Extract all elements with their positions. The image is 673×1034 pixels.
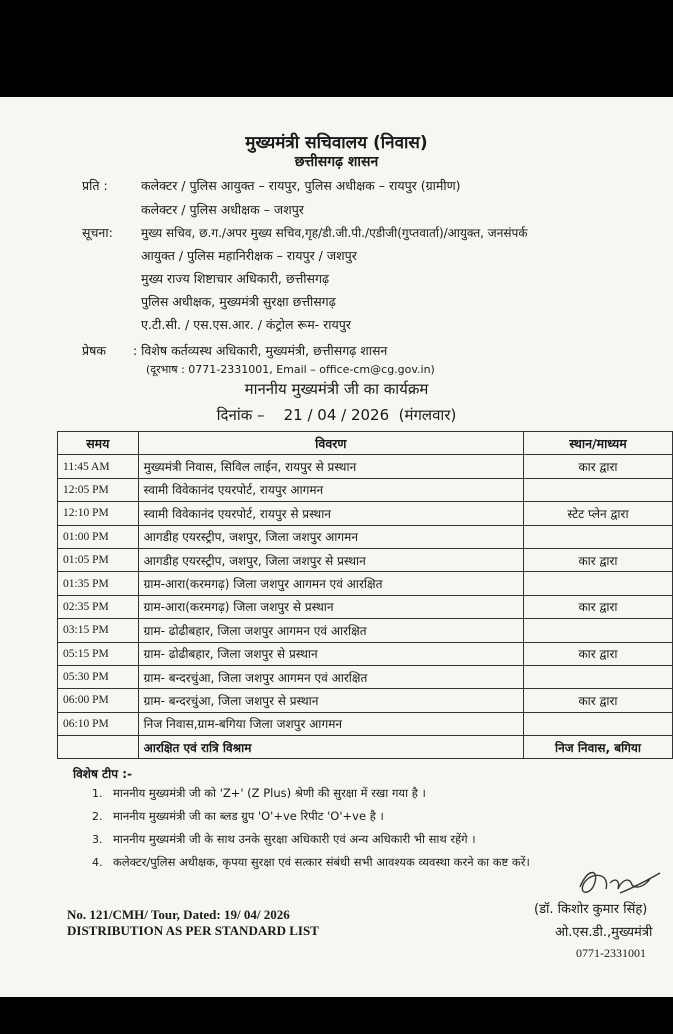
page-title: मुख्यमंत्री सचिवालय (निवास): [245, 133, 428, 153]
row-time: 06:00 PM: [58, 689, 139, 712]
tips-title: विशेष टीप :-: [73, 767, 132, 781]
table-row: [58, 478, 673, 501]
row-detail: ग्राम- ढोढीबहार, जिला जशपुर आगमन एवं आरक्षित: [138, 619, 523, 642]
tip-item-2: माननीय मुख्यमंत्री जी का ब्लड ग्रुप 'O'+ve रिपीट 'O'+ve है ।: [113, 809, 384, 823]
row-mode: [523, 478, 672, 501]
row-mode: [523, 572, 672, 595]
suchna-line-1: मुख्य सचिव, छ.ग./अपर मुख्य सचिव,गृह/डी.जी.पी./एडीजी(गुप्तवार्ता)/आयुक्त, जनसंपर्क: [141, 226, 528, 240]
row-time: 01:35 PM: [58, 572, 139, 595]
reference-number: No. 121/CMH/ Tour, Dated: 19/ 04/ 2026: [67, 907, 290, 922]
tip-number: 4.: [92, 856, 103, 869]
row-mode: कार द्वारा: [523, 689, 672, 712]
row-detail: आरक्षित एवं रात्रि विश्राम: [138, 736, 523, 759]
prati-line-2: कलेक्टर / पुलिस अधीक्षक – जशपुर: [141, 202, 304, 217]
document-page: [0, 97, 673, 997]
table-header-row: [58, 432, 673, 455]
table-row-final: [58, 736, 673, 759]
prati-line-1: कलेक्टर / पुलिस आयुक्त – रायपुर, पुलिस अधीक्षक – रायपुर (ग्रामीण): [141, 178, 461, 193]
row-detail: ग्राम-आरा(करमगढ़) जिला जशपुर से प्रस्थान: [138, 595, 523, 618]
row-detail: ग्राम- बन्दरचुंआ, जिला जशपुर आगमन एवं आरक्षित: [138, 665, 523, 688]
row-mode: [523, 712, 672, 735]
table-row: [58, 712, 673, 735]
header-detail: विवरण: [138, 432, 523, 455]
row-detail: स्वामी विवेकानंद एयरपोर्ट, रायपुर से प्रस्थान: [138, 502, 523, 525]
row-time: 01:05 PM: [58, 548, 139, 571]
row-mode: कार द्वारा: [523, 642, 672, 665]
row-time: [58, 736, 139, 759]
tip-number: 3.: [92, 833, 103, 846]
row-time: 05:15 PM: [58, 642, 139, 665]
schedule-table: [57, 431, 673, 759]
row-time: 05:30 PM: [58, 665, 139, 688]
suchna-label: सूचना:: [82, 225, 113, 240]
row-time: 01:00 PM: [58, 525, 139, 548]
tip-number: 2.: [92, 810, 103, 823]
row-mode: कार द्वारा: [523, 455, 672, 478]
row-time: 03:15 PM: [58, 619, 139, 642]
row-time: 06:10 PM: [58, 712, 139, 735]
tip-number: 1.: [92, 787, 103, 800]
row-mode: कार द्वारा: [523, 595, 672, 618]
table-row: [58, 595, 673, 618]
table-row: [58, 525, 673, 548]
table-row: [58, 502, 673, 525]
row-mode: [523, 619, 672, 642]
preshak-label: प्रेषक: [82, 343, 106, 358]
tip-item-4: कलेक्टर/पुलिस अधीक्षक, कृपया सुरक्षा एवं सत्कार संबंधी सभी आवश्यक व्यवस्था करने का कष्ट करें।: [113, 855, 530, 869]
row-detail: ग्राम- बन्दरचुंआ, जिला जशपुर से प्रस्थान: [138, 689, 523, 712]
row-mode: निज निवास, बगिया: [523, 736, 672, 759]
row-mode: [523, 665, 672, 688]
row-time: 11:45 AM: [58, 455, 139, 478]
row-detail: ग्राम-आरा(करमगढ़) जिला जशपुर आगमन एवं आरक्षित: [138, 572, 523, 595]
row-mode: कार द्वारा: [523, 548, 672, 571]
tip-item-1: माननीय मुख्यमंत्री जी को 'Z+' (Z Plus) श्रेणी की सुरक्षा में रखा गया है ।: [113, 786, 426, 800]
table-row: [58, 619, 673, 642]
table-row: [58, 548, 673, 571]
signatory-name: (डॉ. किशोर कुमार सिंह): [534, 902, 648, 917]
suchna-line-3: मुख्य राज्य शिष्टाचार अधिकारी, छत्तीसगढ़: [141, 271, 330, 286]
signatory-designation: ओ.एस.डी.,मुख्यमंत्री: [555, 925, 653, 940]
suchna-line-4: पुलिस अधीक्षक, मुख्यमंत्री सुरक्षा छत्तीसगढ़: [141, 294, 336, 309]
row-detail: आगडीह एयरस्ट्रीप, जशपुर, जिला जशपुर से प्रस्थान: [138, 548, 523, 571]
program-title: माननीय मुख्यमंत्री जी का कार्यक्रम: [244, 380, 429, 398]
row-time: 02:35 PM: [58, 595, 139, 618]
table-row: [58, 455, 673, 478]
row-detail: ग्राम- ढोढीबहार, जिला जशपुर से प्रस्थान: [138, 642, 523, 665]
row-time: 12:05 PM: [58, 478, 139, 501]
row-detail: मुख्यमंत्री निवास, सिविल लाईन, रायपुर से प्रस्थान: [138, 455, 523, 478]
row-detail: स्वामी विवेकानंद एयरपोर्ट, रायपुर आगमन: [138, 478, 523, 501]
table-row: [58, 572, 673, 595]
header-time: समय: [58, 432, 139, 455]
suchna-line-2: आयुक्त / पुलिस महानिरीक्षक – रायपुर / जशपुर: [141, 248, 357, 263]
row-mode: स्टेट प्लेन द्वारा: [523, 502, 672, 525]
table-row: [58, 689, 673, 712]
distribution-note: DISTRIBUTION AS PER STANDARD LIST: [67, 923, 319, 938]
suchna-line-5: ए.टी.सी. / एस.एस.आर. / कंट्रोल रूम- रायपुर: [141, 317, 351, 332]
tip-item-3: माननीय मुख्यमंत्री जी के साथ उनके सुरक्षा अधिकारी एवं अन्य अधिकारी भी साथ रहेंगे ।: [113, 832, 476, 846]
program-date: दिनांक – 21 / 04 / 2026 (मंगलवार): [216, 406, 457, 424]
header-place: स्थान/माध्यम: [523, 432, 672, 455]
table-row: [58, 642, 673, 665]
row-mode: [523, 525, 672, 548]
row-detail: आगडीह एयरस्ट्रीप, जशपुर, जिला जशपुर आगमन: [138, 525, 523, 548]
row-detail: निज निवास,ग्राम-बगिया जिला जशपुर आगमन: [138, 712, 523, 735]
page-subtitle: छत्तीसगढ़ शासन: [294, 154, 379, 170]
signatory-phone: 0771-2331001: [576, 946, 646, 960]
table-row: [58, 665, 673, 688]
row-time: 12:10 PM: [58, 502, 139, 525]
preshak-line: : विशेष कर्तव्यस्थ अधिकारी, मुख्यमंत्री, छत्तीसगढ़ शासन: [133, 343, 388, 358]
prati-label: प्रति :: [82, 178, 108, 193]
preshak-contact: (दूरभाष : 0771-2331001, Email – office-cm@cg.gov.in): [146, 363, 435, 376]
